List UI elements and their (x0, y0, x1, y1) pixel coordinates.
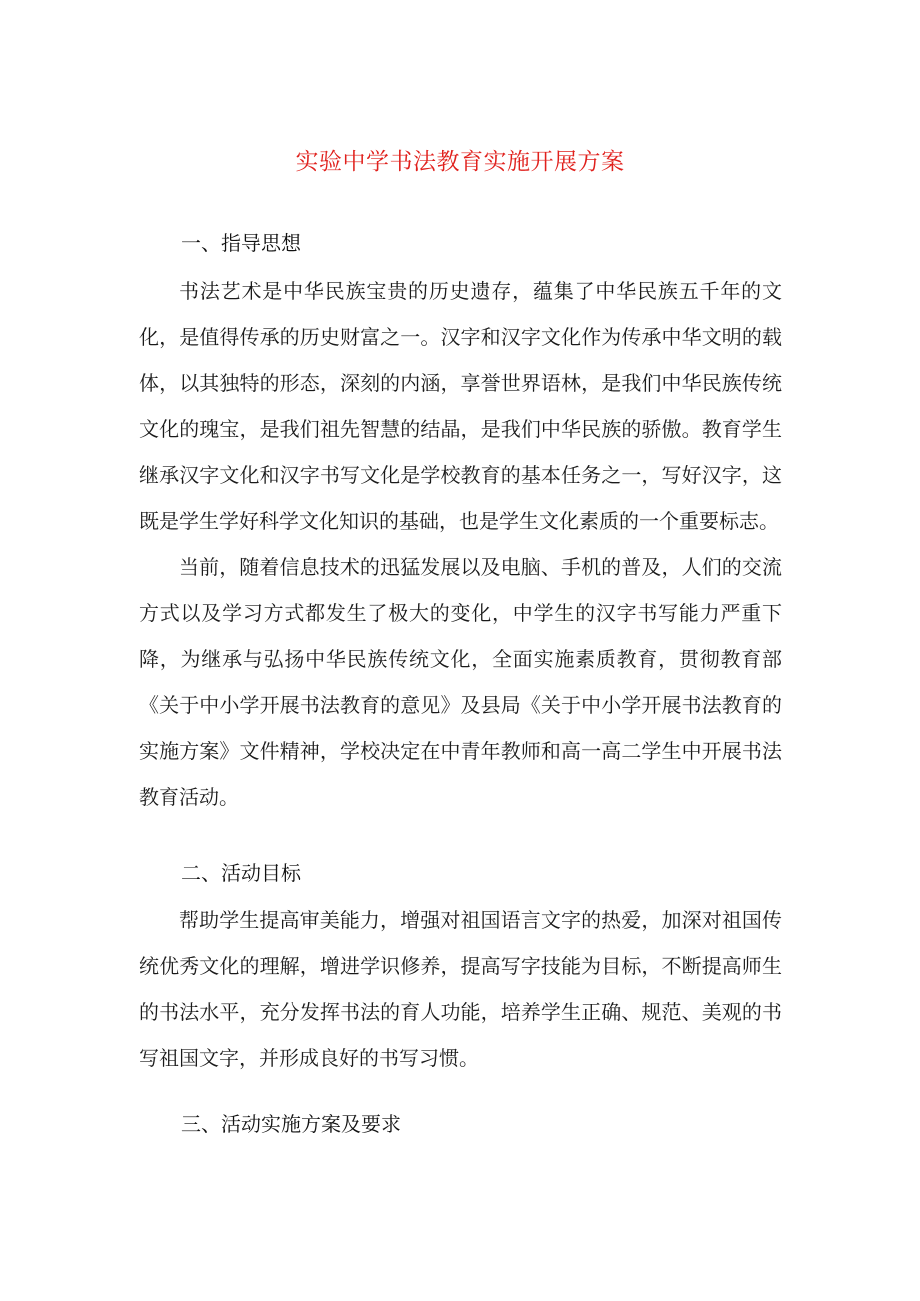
section-heading-guiding-ideology: 一、指导思想 (181, 231, 301, 255)
section-heading-activity-goals: 二、活动目标 (181, 861, 301, 885)
section-heading-implementation-plan: 三、活动实施方案及要求 (181, 1112, 401, 1136)
paragraph-activity-goals: 帮助学生提高审美能力，增强对祖国语言文字的热爱，加深对祖国传统优秀文化的理解，增进学识修养，提高写字技能为目标，不断提高师生的书法水平，充分发挥书法的育人功能，培养学生正确、规范、美观的书写祖国文字，并形成良好的书写习惯。 (139, 908, 782, 1070)
paragraph-current-situation: 当前，随着信息技术的迅猛发展以及电脑、手机的普及，人们的交流方式以及学习方式都发生了极大的变化，中学生的汉字书写能力严重下降，为继承与弘扬中华民族传统文化，全面实施素质教育，贯彻教育部《关于中小学开展书法教育的意见》及县局《关于中小学开展书法教育的实施方案》文件精神，学校决定在中青年教师和高一高二学生中开展书法教育活动。 (139, 555, 782, 809)
document-title: 实验中学书法教育实施开展方案 (295, 149, 625, 175)
paragraph-calligraphy-heritage: 书法艺术是中华民族宝贵的历史遗存，蕴集了中华民族五千年的文化，是值得传承的历史财富之一。汉字和汉字文化作为传承中华文明的载体，以其独特的形态，深刻的内涵，享誉世界语林，是我们中华民族传统文化的瑰宝，是我们祖先智慧的结晶，是我们中华民族的骄傲。教育学生继承汉字文化和汉字书写文化是学校教育的基本任务之一，写好汉字，这既是学生学好科学文化知识的基础，也是学生文化素质的一个重要标志。 (139, 279, 782, 533)
